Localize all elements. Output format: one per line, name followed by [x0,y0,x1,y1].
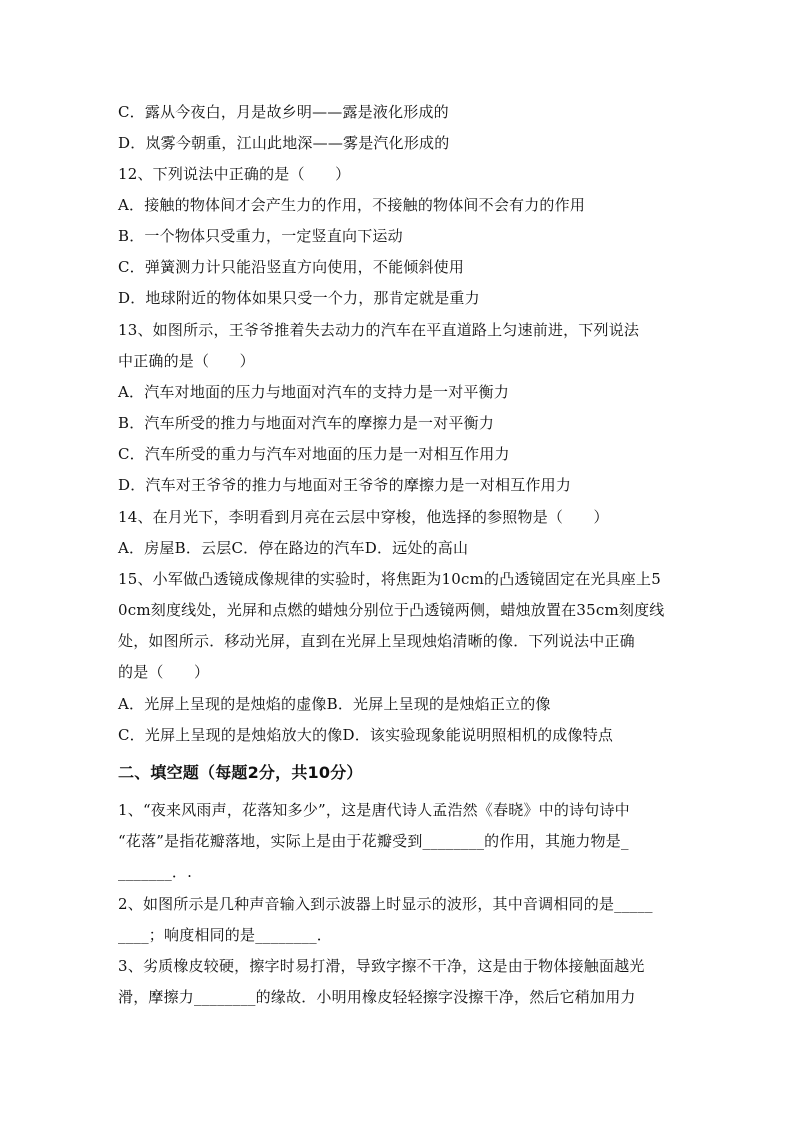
fill1-line3: _______．. [118,863,193,881]
q15-options-cd: C．光屏上呈现的是烛焰放大的像D．该实验现象能说明照相机的成像特点 [118,726,614,744]
fill3-line1: 3、劣质橡皮较硬，擦字时易打滑，导致字擦不干净，这是由于物体接触面越光 [118,957,645,975]
q13-option-d: D．汽车对王爷爷的推力与地面对王爷爷的摩擦力是一对相互作用力 [118,476,572,494]
fill3-line2: 滑，摩擦力________的缘故．小明用橡皮轻轻擦字没擦干净，然后它稍加用力 [118,988,636,1006]
q15-stem-line1: 15、小军做凸透镜成像规律的实验时，将焦距为10cm的凸透镜固定在光具座上5 [118,570,661,588]
q11-option-d: D．岚雾今朝重，江山此地深——雾是汽化形成的 [118,134,450,152]
q13-option-b: B．汽车所受的推力与地面对汽车的摩擦力是一对平衡力 [118,414,495,432]
q12-stem: 12、下列说法中正确的是（ ） [118,165,351,183]
q13-option-a: A．汽车对地面的压力与地面对汽车的支持力是一对平衡力 [118,383,510,401]
q15-options-ab: A．光屏上呈现的是烛焰的虚像B．光屏上呈现的是烛焰正立的像 [118,695,551,713]
q12-option-a: A．接触的物体间才会产生力的作用，不接触的物体间不会有力的作用 [118,196,586,214]
q14-stem: 14、在月光下，李明看到月亮在云层中穿梭，他选择的参照物是（ ） [118,508,609,526]
fill2-line1: 2、如图所示是几种声音输入到示波器上时显示的波形，其中音调相同的是_____ [118,895,653,913]
q13-option-c: C．汽车所受的重力与汽车对地面的压力是一对相互作用力 [118,445,510,463]
section-title-fill-in: 二、填空题（每题2分，共10分） [118,763,363,782]
q13-stem-line1: 13、如图所示，王爷爷推着失去动力的汽车在平直道路上匀速前进，下列说法 [118,321,640,339]
q13-stem-line2: 中正确的是（ ） [118,352,255,370]
fill1-line2: “花落”是指花瓣落地，实际上是由于花瓣受到________的作用，其施力物是_ [118,832,629,850]
q15-stem-line2: 0cm刻度线处，光屏和点燃的蜡烛分别位于凸透镜两侧，蜡烛放置在35cm刻度线 [118,601,665,619]
q12-option-d: D．地球附近的物体如果只受一个力，那肯定就是重力 [118,289,480,307]
q15-stem-line4: 的是（ ） [118,663,210,681]
q12-option-b: B．一个物体只受重力，一定竖直向下运动 [118,227,403,245]
fill1-line1: 1、“夜来风雨声，花落知多少”，这是唐代诗人孟浩然《春晓》中的诗句诗中 [118,801,630,819]
fill2-line2: ____；响度相同的是________． [118,926,333,944]
q14-options: A．房屋B．云层C．停在路边的汽车D．远处的高山 [118,539,469,557]
q11-option-c: C．露从今夜白，月是故乡明——露是液化形成的 [118,103,449,121]
q12-option-c: C．弹簧测力计只能沿竖直方向使用，不能倾斜使用 [118,258,465,276]
q15-stem-line3: 处，如图所示．移动光屏，直到在光屏上呈现烛焰清晰的像．下列说法中正确 [118,632,635,650]
